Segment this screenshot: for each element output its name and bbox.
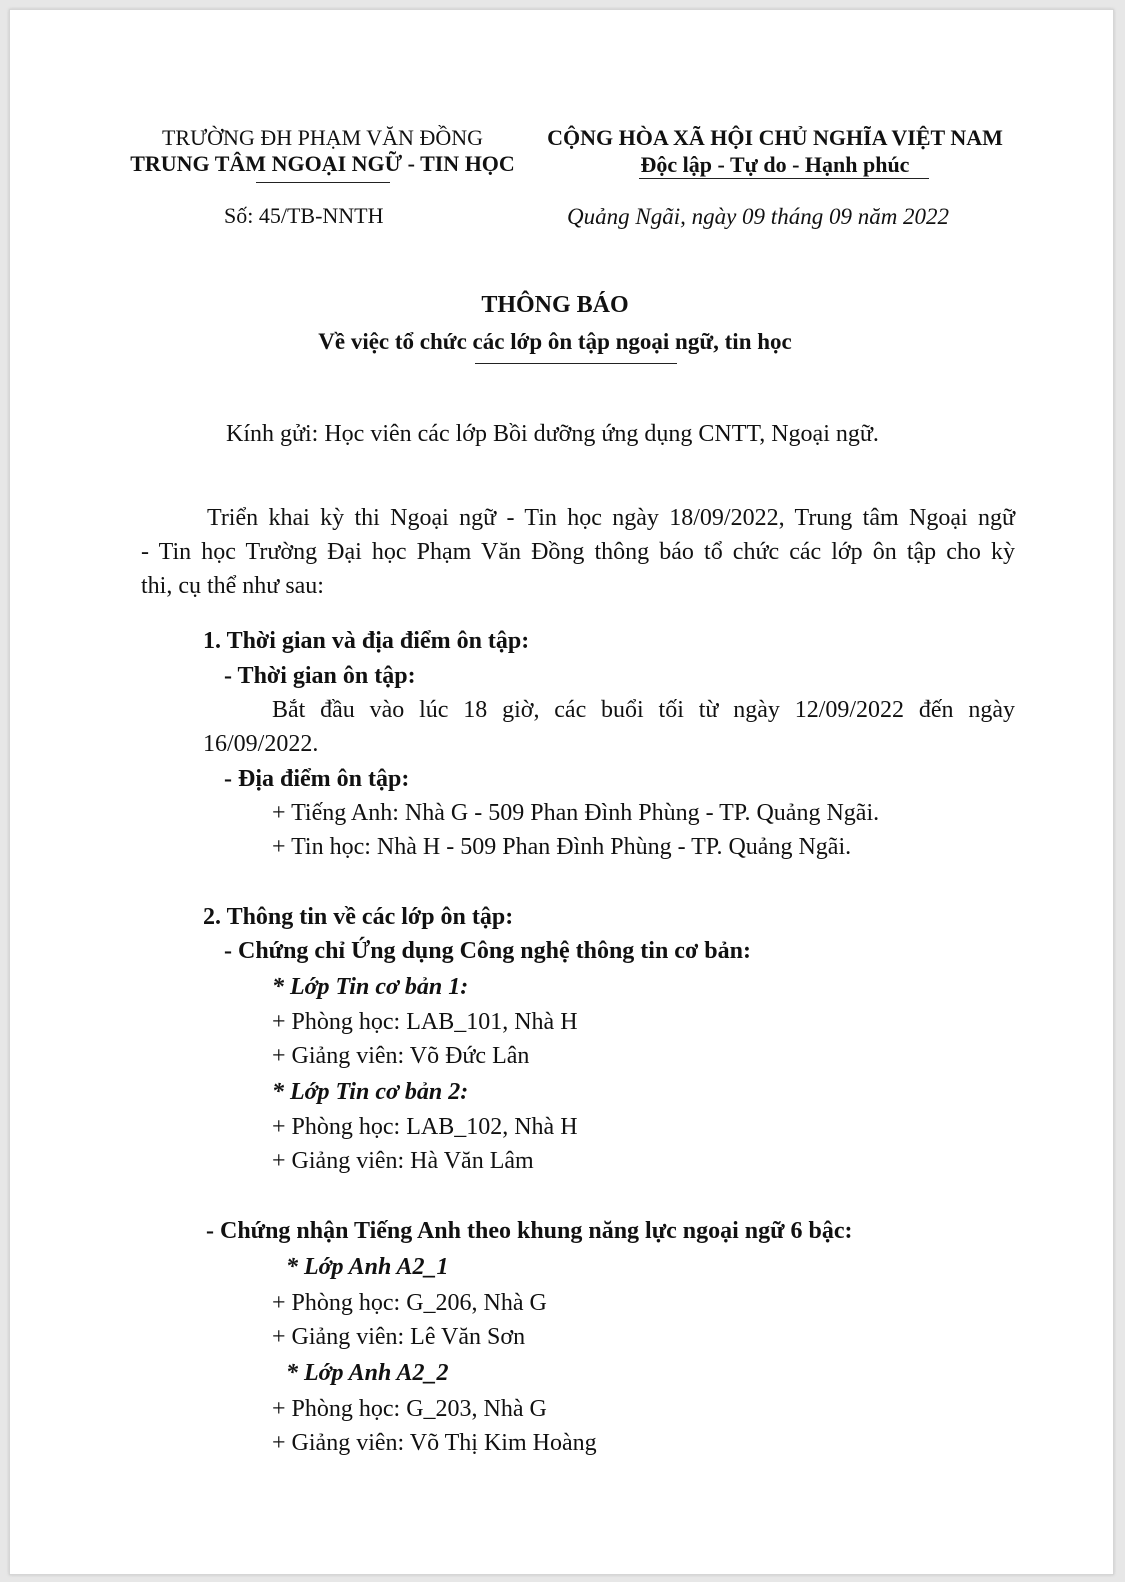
it-class-1-room: + Phòng học: LAB_101, Nhà H <box>272 1009 578 1035</box>
section-1-heading: 1. Thời gian và địa điểm ôn tập: <box>203 628 530 654</box>
it-class-1-title: * Lớp Tin cơ bản 1: <box>272 974 469 1000</box>
it-class-2-teacher: + Giảng viên: Hà Văn Lâm <box>272 1148 534 1174</box>
document-subtitle: Về việc tổ chức các lớp ôn tập ngoại ngữ, tin học <box>318 329 792 354</box>
it-class-1-teacher: + Giảng viên: Võ Đức Lân <box>272 1043 530 1069</box>
place-it: + Tin học: Nhà H - 509 Phan Đình Phùng - TP. Quảng Ngãi. <box>272 834 852 860</box>
intro-line-2: - Tin học Trường Đại học Phạm Văn Đồng thông báo tổ chức các lớp ôn tập cho kỳ <box>141 539 1015 565</box>
it-certificate-heading: - Chứng chỉ Ứng dụng Công nghệ thông tin cơ bản: <box>224 938 751 964</box>
document-page <box>9 9 1114 1575</box>
center-name: TRUNG TÂM NGOẠI NGỮ - TIN HỌC <box>130 151 515 176</box>
en-class-1-room: + Phòng học: G_206, Nhà G <box>272 1290 547 1316</box>
english-certificate-heading: - Chứng nhận Tiếng Anh theo khung năng lực ngoại ngữ 6 bậc: <box>206 1218 853 1244</box>
it-class-2-room: + Phòng học: LAB_102, Nhà H <box>272 1114 578 1140</box>
time-line-2: 16/09/2022. <box>203 731 319 757</box>
section-2-heading: 2. Thông tin về các lớp ôn tập: <box>203 904 514 930</box>
country-name: CỘNG HÒA XÃ HỘI CHỦ NGHĨA VIỆT NAM <box>547 125 1003 150</box>
document-title: THÔNG BÁO <box>481 292 629 318</box>
time-line-1: Bắt đầu vào lúc 18 giờ, các buổi tối từ ngày 12/09/2022 đến ngày <box>272 697 1015 723</box>
intro-line-3: thi, cụ thể như sau: <box>141 573 324 599</box>
time-heading: - Thời gian ôn tập: <box>224 663 416 689</box>
country-motto: Độc lập - Tự do - Hạnh phúc <box>640 152 910 177</box>
intro-line-1: Triển khai kỳ thi Ngoại ngữ - Tin học ngày 18/09/2022, Trung tâm Ngoại ngữ <box>207 505 1015 531</box>
header-left-rule <box>256 182 390 183</box>
place-english: + Tiếng Anh: Nhà G - 509 Phan Đình Phùng - TP. Quảng Ngãi. <box>272 800 880 826</box>
en-class-2-teacher: + Giảng viên: Võ Thị Kim Hoàng <box>272 1430 597 1456</box>
school-name: TRƯỜNG ĐH PHẠM VĂN ĐỒNG <box>161 125 483 150</box>
en-class-1-teacher: + Giảng viên: Lê Văn Sơn <box>272 1324 526 1350</box>
title-rule <box>475 363 677 364</box>
en-class-1-title: * Lớp Anh A2_1 <box>286 1254 449 1280</box>
document-number: Số: 45/TB-NNTH <box>224 203 384 228</box>
place-heading: - Địa điểm ôn tập: <box>224 766 410 792</box>
en-class-2-title: * Lớp Anh A2_2 <box>286 1360 449 1386</box>
header-right-rule <box>639 178 929 179</box>
recipient-line: Kính gửi: Học viên các lớp Bồi dưỡng ứng dụng CNTT, Ngoại ngữ. <box>226 421 879 447</box>
en-class-2-room: + Phòng học: G_203, Nhà G <box>272 1396 547 1422</box>
document-date: Quảng Ngãi, ngày 09 tháng 09 năm 2022 <box>567 204 950 229</box>
it-class-2-title: * Lớp Tin cơ bản 2: <box>272 1079 469 1105</box>
